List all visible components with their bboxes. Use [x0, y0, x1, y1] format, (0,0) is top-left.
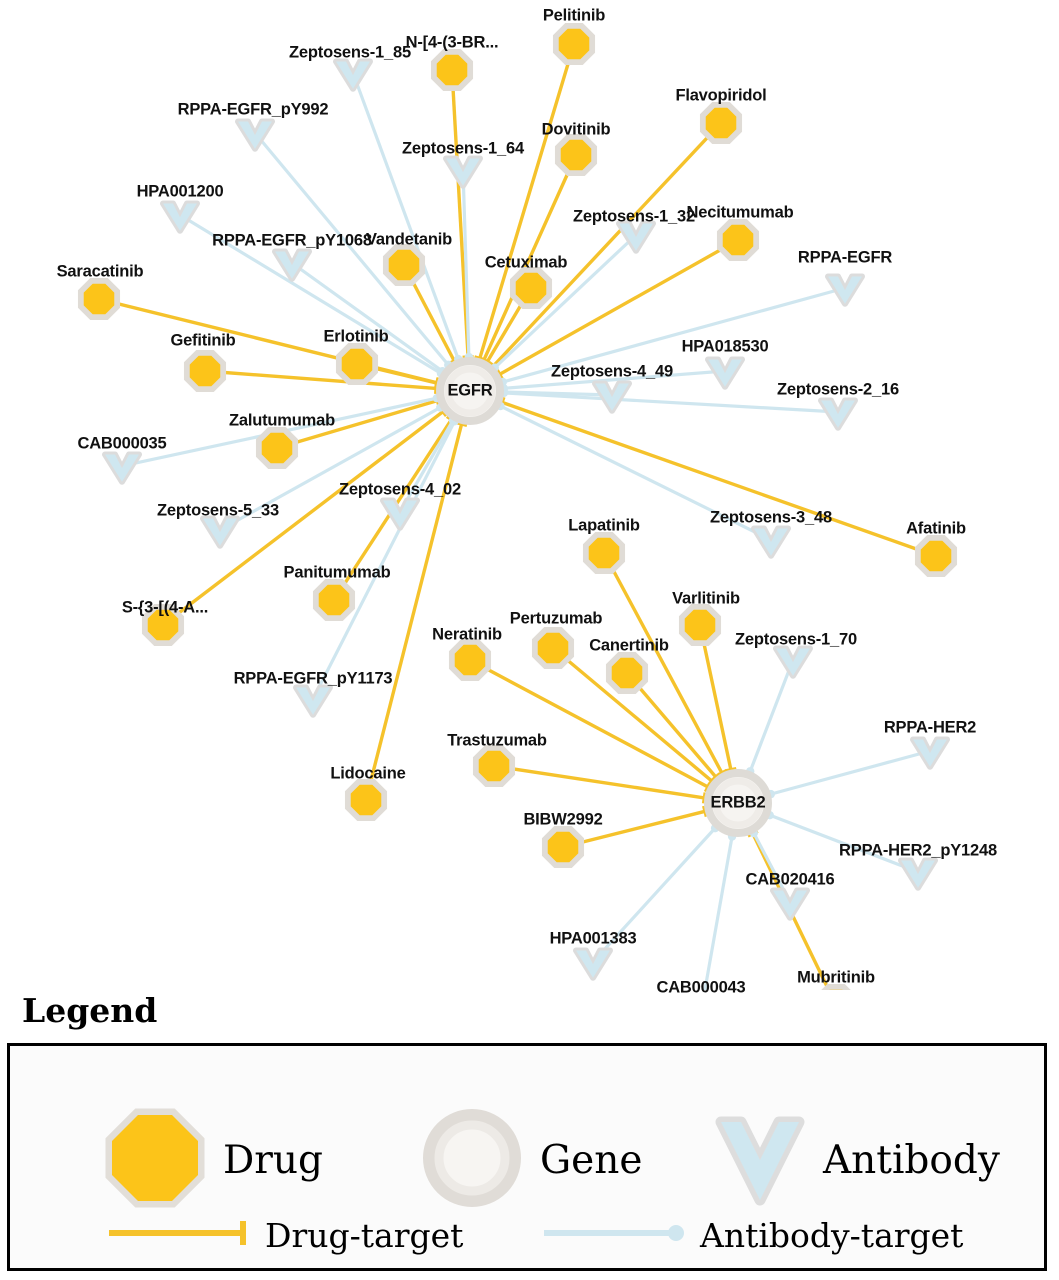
- legend-item-drug: [105, 1108, 323, 1213]
- drug-node-label: Zalutumumab: [229, 411, 335, 430]
- antibody-node-label: Zeptosens-4_49: [551, 362, 673, 381]
- antibody-node-label: Zeptosens-1_32: [573, 207, 695, 226]
- legend-label-drug-target: Drug-target: [265, 1216, 464, 1255]
- antibody-node-label: Zeptosens-3_48: [710, 508, 832, 527]
- drug-node-label: Lapatinib: [568, 516, 640, 535]
- gene-node-label: EGFR: [447, 381, 493, 400]
- legend-title: Legend: [22, 991, 158, 1030]
- antibody-edge-icon: [540, 1218, 690, 1253]
- antibody-node-label: Zeptosens-4_02: [339, 480, 461, 499]
- drug-node-label: Canertinib: [589, 636, 669, 655]
- legend-box: [7, 1043, 1047, 1271]
- drug-node-label: Gefitinib: [170, 331, 236, 350]
- antibody-node-label: RPPA-EGFR_pY1173: [233, 669, 393, 688]
- drug-node-label: BIBW2992: [523, 810, 603, 829]
- drug-node-label: Saracatinib: [56, 262, 144, 281]
- drug-node-label: Varlitinib: [672, 589, 740, 608]
- legend-item-drug-target: [105, 1216, 463, 1255]
- drug-node-label: Afatinib: [906, 519, 966, 538]
- antibody-node-label: RPPA-HER2: [883, 718, 977, 737]
- drug-node-label: Trastuzumab: [447, 731, 547, 750]
- antibody-node-label: HPA001200: [136, 182, 224, 201]
- drug-node-label: Pertuzumab: [509, 609, 603, 628]
- antibody-node-label: Zeptosens-2_16: [777, 380, 899, 399]
- drug-node-label: Mubritinib: [797, 968, 875, 987]
- antibody-node-label: CAB020416: [745, 870, 835, 889]
- drug-node-label: N-[4-(3-BR...: [405, 33, 499, 52]
- octagon-icon: [105, 1108, 205, 1213]
- drug-node-label: Pelitinib: [542, 6, 606, 25]
- circle-icon: [422, 1108, 522, 1213]
- chevron-down-icon: [715, 1108, 805, 1213]
- drug-node-label: Cetuximab: [484, 253, 568, 272]
- drug-node-label: Dovitinib: [541, 120, 611, 139]
- legend-label-drug: Drug: [223, 1138, 323, 1183]
- legend-label-antibody: Antibody: [823, 1138, 1000, 1183]
- antibody-node-label: CAB000043: [656, 978, 746, 997]
- antibody-node-label: RPPA-EGFR_pY992: [177, 100, 329, 119]
- drug-node-label: Flavopiridol: [675, 86, 767, 105]
- antibody-node-label: RPPA-EGFR_pY1068: [212, 231, 372, 250]
- drug-edge-icon: [105, 1218, 255, 1253]
- drug-node-label: Necitumumab: [686, 203, 794, 222]
- antibody-node-label: CAB000035: [77, 434, 167, 453]
- legend-label-antibody-target: Antibody-target: [700, 1216, 964, 1255]
- drug-node-label: S-{3-[(4-A...: [121, 598, 209, 617]
- antibody-node-label: HPA018530: [681, 337, 769, 356]
- antibody-node-label: Zeptosens-1_70: [735, 630, 857, 649]
- drug-node-label: Lidocaine: [330, 764, 406, 783]
- legend-item-antibody-target: [540, 1216, 963, 1255]
- antibody-node-label: RPPA-EGFR: [797, 248, 893, 267]
- drug-node-label: Vandetanib: [365, 230, 453, 249]
- antibody-node-label: Zeptosens-1_64: [402, 139, 524, 158]
- antibody-node-label: RPPA-HER2_pY1248: [839, 841, 997, 860]
- legend-item-antibody: [715, 1108, 1000, 1213]
- antibody-node-label: Zeptosens-5_33: [157, 501, 279, 520]
- drug-node-label: Neratinib: [432, 625, 502, 644]
- legend-label-gene: Gene: [540, 1138, 643, 1183]
- gene-node-label: ERBB2: [710, 793, 766, 812]
- legend-item-gene: [422, 1108, 642, 1213]
- antibody-node-label: Zeptosens-1_85: [289, 43, 411, 62]
- legend-panel: [0, 985, 1059, 1280]
- legend-node-row: [10, 1108, 1044, 1208]
- antibody-node-label: HPA001383: [549, 929, 637, 948]
- drug-node-label: Panitumumab: [283, 563, 391, 582]
- drug-node-label: Erlotinib: [323, 327, 389, 346]
